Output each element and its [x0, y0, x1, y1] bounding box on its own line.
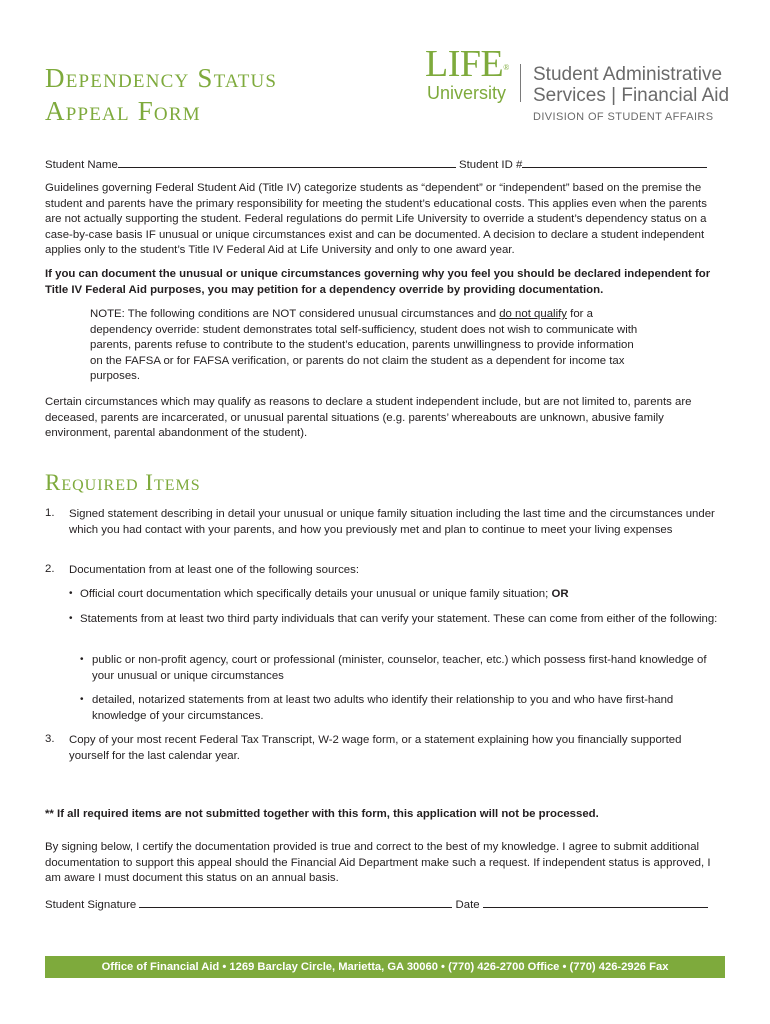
- required-item-3: Copy of your most recent Federal Tax Transcript, W-2 wage form, or a statement explaining how you financially supported yourself for the last calendar year.: [69, 734, 682, 762]
- item-number-3: 3.: [45, 733, 55, 745]
- circumstances-paragraph: Certain circumstances which may qualify as reasons to declare a student independent include, but are not limited to, parents are deceased, parents are incarcerated, or unusual parental situations (e.g. parents’ whereabouts are unknown, abusive family environment, parental abandonment of the student).: [45, 396, 692, 440]
- source-court-documentation: Official court documentation which specifically details your unusual or unique family situation; OR: [80, 588, 569, 600]
- footer-contact-bar: Office of Financial Aid • 1269 Barclay Circle, Marietta, GA 30060 • (770) 426-2700 Office • (770) 426-2926 Fax: [45, 956, 725, 978]
- or-text: OR: [551, 588, 569, 600]
- required-item-1: Signed statement describing in detail your unusual or unique family situation including the last time and the circumstances under which you had contact with your parents, and how you previously met and plan to continue to meet your living expenses: [69, 508, 715, 536]
- date-label: Date: [455, 899, 480, 911]
- item-number-2: 2.: [45, 563, 55, 575]
- logo-life-wordmark: LIFE®: [425, 43, 509, 85]
- note-paragraph: NOTE: The following conditions are NOT considered unusual circumstances and do not qualify for a dependency override: student demonstrates total self-sufficiency, student does not wish to communicate with parents, parents refuse to contribute to the student’s education, parents unwillingness to provide information on the FAFSA or for FAFSA verification, or parents do not claim the student as a dependent for income tax purposes.: [90, 308, 638, 383]
- do-not-qualify-text: do not qualify: [499, 308, 567, 320]
- logo-divider: [520, 64, 521, 102]
- form-title-line1: Dependency Status: [45, 63, 278, 93]
- required-items-heading: Required Items: [45, 470, 201, 495]
- required-item-2: Documentation from at least one of the following sources:: [69, 564, 359, 576]
- intro-paragraph: Guidelines governing Federal Student Aid (Title IV) categorize students as “dependent” or “independent” based on the premise the student and parents have the primary responsibility for meeting the student’s educational costs. This applies even when the parents are not actually supporting the student. Federal regulations do permit Life University to override a student’s dependency status on a case-by-case basis IF unusual or unique circumstances exist and can be documented. A decision to declare a student independent applies only to the student’s Title IV Federal Aid at Life University and only to one award year.: [45, 182, 707, 257]
- item-number-1: 1.: [45, 507, 55, 519]
- date-field[interactable]: [483, 896, 708, 908]
- source-third-party-statements: Statements from at least two third party individuals that can verify your statement. These can come from either of the following:: [80, 613, 718, 625]
- student-name-label: Student Name: [45, 159, 118, 171]
- logo-department-line1: Student Administrative: [533, 64, 723, 85]
- student-id-label: Student ID #: [459, 159, 523, 171]
- registered-mark: ®: [503, 63, 509, 72]
- logo-department-line2: Services | Financial Aid: [533, 85, 730, 106]
- sub-source-agency: public or non-profit agency, court or professional (minister, counselor, teacher, etc.) which possess first-hand knowledge of your unusual or unique circumstances: [92, 654, 707, 682]
- signature-row: [45, 896, 725, 911]
- signature-label: Student Signature: [45, 899, 137, 911]
- bullet-icon: •: [69, 613, 73, 624]
- logo-university-wordmark: University: [427, 83, 507, 103]
- life-university-logo: [425, 44, 745, 134]
- signature-field[interactable]: [139, 896, 452, 908]
- certification-paragraph: By signing below, I certify the documentation provided is true and correct to the best of my knowledge. I agree to submit additional documentation to support this appeal should the Financial Aid Department make such a request. If independent status is approved, I am aware I must document this status on an annual basis.: [45, 841, 711, 885]
- student-id-field[interactable]: [522, 156, 707, 168]
- sub-source-notarized: detailed, notarized statements from at least two adults who identify their relationship to you and who have first-hand knowledge of your circumstances.: [92, 694, 674, 722]
- student-name-field[interactable]: [118, 156, 456, 168]
- form-title: [45, 62, 277, 128]
- bullet-icon: •: [80, 654, 84, 665]
- warning-text: ** If all required items are not submitted together with this form, this application will not be processed.: [45, 808, 599, 820]
- bold-statement: If you can document the unusual or unique circumstances governing why you feel you should be declared independent for Title IV Federal Aid purposes, you may petition for a dependency override by providing documentation.: [45, 268, 711, 296]
- form-title-line2: Appeal Form: [45, 96, 201, 126]
- logo-division: DIVISION OF STUDENT AFFAIRS: [533, 111, 714, 123]
- bullet-icon: •: [69, 588, 73, 599]
- bullet-icon: •: [80, 694, 84, 705]
- student-info-row: [45, 156, 725, 171]
